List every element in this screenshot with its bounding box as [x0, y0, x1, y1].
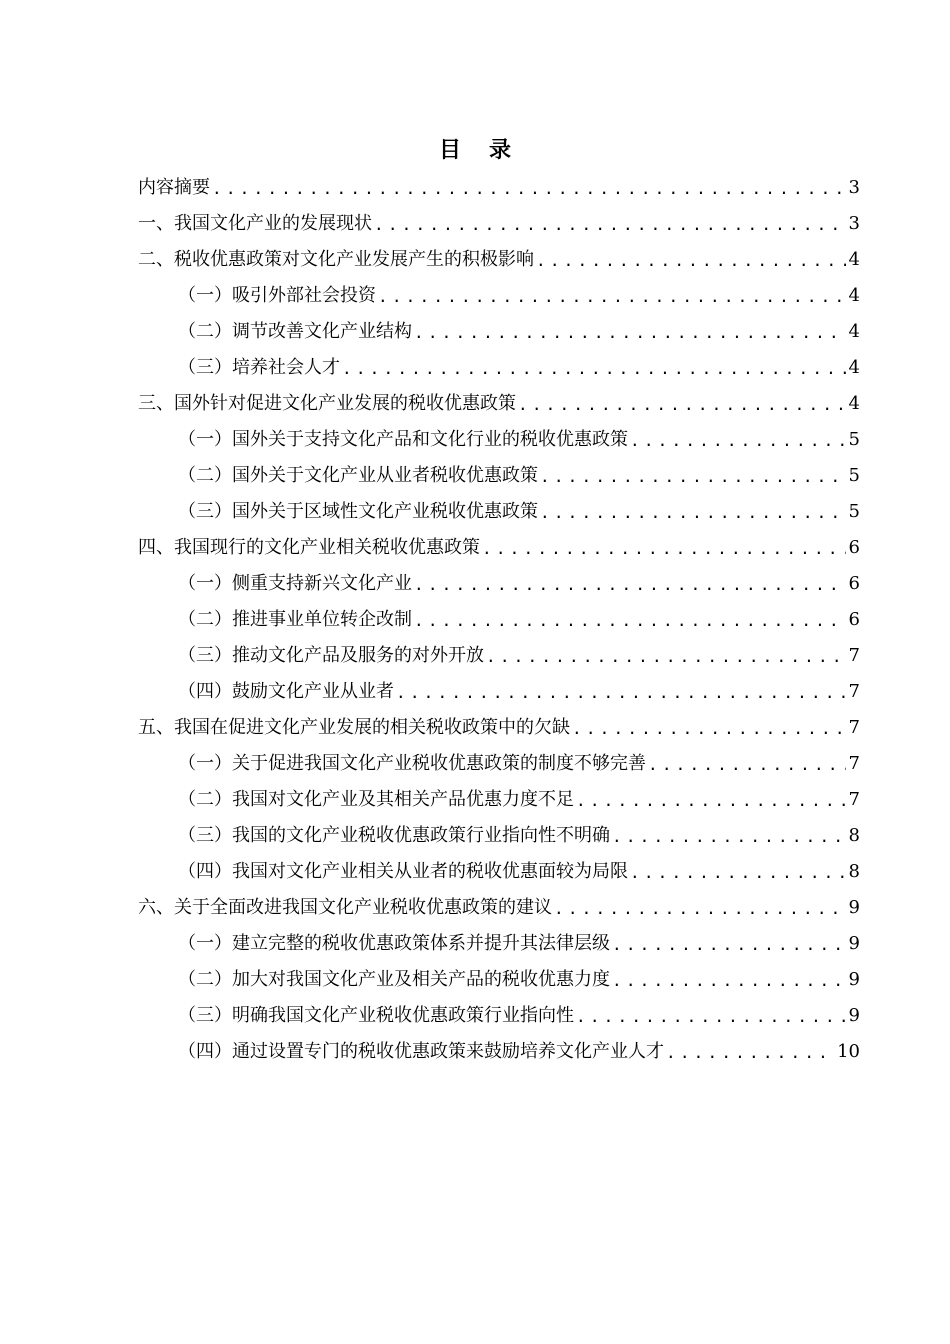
toc-entry-label: （二）推进事业单位转企改制	[178, 609, 412, 630]
toc-entry[interactable]	[138, 674, 860, 710]
toc-entry-page-number: 7	[848, 645, 860, 666]
toc-entry-label: 一、我国文化产业的发展现状	[138, 213, 372, 234]
dot-leader	[576, 784, 846, 818]
toc-entry[interactable]	[138, 530, 860, 566]
toc-entry[interactable]	[138, 926, 860, 962]
toc-entry-page-number: 9	[848, 969, 860, 990]
toc-entry-label: （二）国外关于文化产业从业者税收优惠政策	[178, 465, 538, 486]
toc-entry[interactable]	[138, 854, 860, 890]
dot-leader	[518, 388, 846, 422]
dot-leader	[540, 496, 846, 530]
toc-entry[interactable]	[138, 962, 860, 998]
dot-leader	[612, 928, 846, 962]
toc-entry[interactable]	[138, 782, 860, 818]
page-title-char: 录	[489, 137, 512, 163]
toc-entry-page-number: 10	[837, 1041, 860, 1062]
toc-entry-label: （四）我国对文化产业相关从业者的税收优惠面较为局限	[178, 861, 628, 882]
toc-entry-page-number: 7	[848, 717, 860, 738]
toc-entry-page-number: 3	[848, 213, 860, 234]
dot-leader	[648, 748, 846, 782]
toc-entry[interactable]	[138, 314, 860, 350]
toc-entry[interactable]	[138, 206, 860, 242]
toc-entry-label: （一）关于促进我国文化产业税收优惠政策的制度不够完善	[178, 753, 646, 774]
toc-entry[interactable]	[138, 350, 860, 386]
dot-leader	[414, 604, 846, 638]
toc-entry-page-number: 9	[848, 1005, 860, 1026]
table-of-contents	[138, 170, 860, 1070]
toc-entry[interactable]	[138, 458, 860, 494]
dot-leader	[612, 820, 846, 854]
toc-entry-label: （三）明确我国文化产业税收优惠政策行业指向性	[178, 1005, 574, 1026]
toc-entry[interactable]	[138, 494, 860, 530]
toc-entry-label: （一）国外关于支持文化产品和文化行业的税收优惠政策	[178, 429, 628, 450]
dot-leader	[414, 316, 846, 350]
toc-entry[interactable]	[138, 386, 860, 422]
dot-leader	[342, 352, 846, 386]
toc-entry[interactable]	[138, 566, 860, 602]
toc-entry[interactable]	[138, 422, 860, 458]
toc-entry-page-number: 5	[848, 465, 860, 486]
toc-entry-label: （四）通过设置专门的税收优惠政策来鼓励培养文化产业人才	[178, 1041, 664, 1062]
toc-entry[interactable]	[138, 1034, 860, 1070]
dot-leader	[630, 856, 846, 890]
toc-entry-label: （一）吸引外部社会投资	[178, 285, 376, 306]
toc-entry-label: （二）调节改善文化产业结构	[178, 321, 412, 342]
toc-entry-page-number: 5	[848, 501, 860, 522]
toc-entry-page-number: 6	[848, 573, 860, 594]
toc-entry-label: （三）推动文化产品及服务的对外开放	[178, 645, 484, 666]
toc-entry-page-number: 3	[848, 177, 860, 198]
toc-entry-page-number: 6	[848, 609, 860, 630]
dot-leader	[378, 280, 846, 314]
toc-entry-label: 二、税收优惠政策对文化产业发展产生的积极影响	[138, 249, 534, 270]
toc-entry-label: 六、关于全面改进我国文化产业税收优惠政策的建议	[138, 897, 552, 918]
toc-entry-page-number: 6	[848, 537, 860, 558]
dot-leader	[486, 640, 846, 674]
toc-entry-page-number: 4	[848, 285, 860, 306]
toc-entry-page-number: 9	[848, 933, 860, 954]
toc-entry-page-number: 5	[848, 429, 860, 450]
toc-entry-label: 三、国外针对促进文化产业发展的税收优惠政策	[138, 393, 516, 414]
toc-entry-label: （二）加大对我国文化产业及相关产品的税收优惠力度	[178, 969, 610, 990]
toc-entry-label: （三）我国的文化产业税收优惠政策行业指向性不明确	[178, 825, 610, 846]
toc-entry[interactable]	[138, 638, 860, 674]
toc-entry-page-number: 8	[848, 861, 860, 882]
toc-entry-page-number: 4	[848, 249, 860, 270]
page-title-char: 目	[438, 137, 461, 163]
toc-entry-page-number: 7	[848, 789, 860, 810]
dot-leader	[540, 460, 846, 494]
toc-entry-label: 四、我国现行的文化产业相关税收优惠政策	[138, 537, 480, 558]
toc-entry-page-number: 4	[848, 357, 860, 378]
toc-entry-page-number: 7	[848, 753, 860, 774]
dot-leader	[374, 208, 846, 242]
dot-leader	[630, 424, 846, 458]
dot-leader	[414, 568, 846, 602]
toc-entry-page-number: 9	[848, 897, 860, 918]
toc-entry[interactable]	[138, 170, 860, 206]
toc-entry[interactable]	[138, 998, 860, 1034]
toc-entry-label: （四）鼓励文化产业从业者	[178, 681, 394, 702]
dot-leader	[572, 712, 846, 746]
toc-entry-label: 内容摘要	[138, 177, 210, 198]
dot-leader	[612, 964, 846, 998]
dot-leader	[536, 244, 846, 278]
toc-entry-label: 五、我国在促进文化产业发展的相关税收政策中的欠缺	[138, 717, 570, 738]
toc-entry-label: （三）培养社会人才	[178, 357, 340, 378]
dot-leader	[482, 532, 846, 566]
toc-entry[interactable]	[138, 278, 860, 314]
toc-entry-page-number: 4	[848, 393, 860, 414]
toc-entry-page-number: 7	[848, 681, 860, 702]
toc-entry[interactable]	[138, 710, 860, 746]
toc-entry-label: （一）建立完整的税收优惠政策体系并提升其法律层级	[178, 933, 610, 954]
toc-entry[interactable]	[138, 242, 860, 278]
dot-leader	[554, 892, 846, 926]
dot-leader	[576, 1000, 846, 1034]
toc-entry[interactable]	[138, 746, 860, 782]
dot-leader	[396, 676, 846, 710]
toc-entry-label: （一）侧重支持新兴文化产业	[178, 573, 412, 594]
dot-leader	[212, 172, 846, 206]
dot-leader	[666, 1036, 834, 1070]
toc-entry-page-number: 4	[848, 321, 860, 342]
toc-entry[interactable]	[138, 818, 860, 854]
toc-entry-page-number: 8	[848, 825, 860, 846]
toc-entry-label: （三）国外关于区域性文化产业税收优惠政策	[178, 501, 538, 522]
toc-entry[interactable]	[138, 890, 860, 926]
toc-entry-label: （二）我国对文化产业及其相关产品优惠力度不足	[178, 789, 574, 810]
page-title	[0, 132, 950, 168]
toc-entry[interactable]	[138, 602, 860, 638]
